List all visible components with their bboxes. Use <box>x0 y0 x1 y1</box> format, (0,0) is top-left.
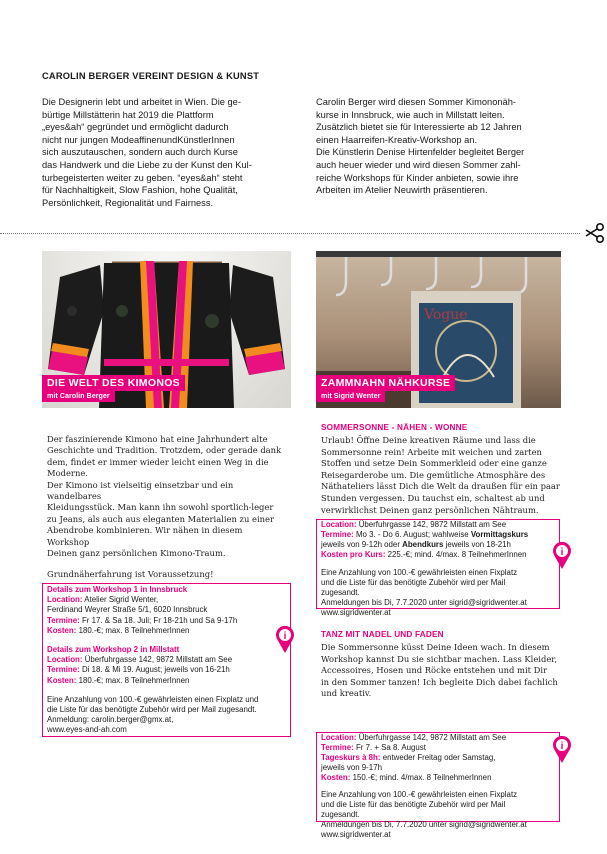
intro-right-line: Zusätzlich bietet sie für Interessierte ab 12 Jahren <box>316 122 522 133</box>
intro-left-line: nicht nur jungen ModeaffinenundKünstlerInnen <box>42 134 235 145</box>
intro-right-line: einen Haarreifen-Kreativ-Workshop an. <box>316 134 478 145</box>
kimono-workshop-details <box>47 585 287 736</box>
deposit-note: Eine Anzahlung von 100.-€ gewährleisten einen Fixplatz und <box>47 694 259 704</box>
section1-line: Stunden vergessen. Du tauchst ein, schaltest ab und <box>321 492 545 503</box>
page-title: CAROLIN BERGER VEREINT DESIGN & KUNST <box>42 71 260 81</box>
tanz-details <box>321 733 559 840</box>
value: Überfuhrgasse 142, 9872 Millstatt am See <box>356 733 507 742</box>
label: Location: <box>321 520 357 529</box>
s1-cost <box>321 550 559 560</box>
website-link[interactable]: www.eyes-and-ah.com <box>47 725 127 735</box>
value: 225.-€; mind. 4/max. 8 TeilnehmerInnen <box>385 550 527 559</box>
kimono-banner: DIE WELT DES KIMONOS <box>42 375 185 391</box>
label: Kosten: <box>47 625 77 635</box>
value: Di 18. & Mi 19. August; jeweils von 16-21h <box>79 665 230 675</box>
info-letter: i <box>560 547 564 558</box>
kimono-line: Kleidungsstück. Man kann ihn sowohl sportlich-leger <box>47 502 274 513</box>
intro-left-line: sich auszutauschen, sondern auch durch Kurse <box>42 147 238 158</box>
workshop1-title: Details zum Workshop 1 in Innsbruck <box>47 585 188 594</box>
kimono-description <box>47 434 287 581</box>
value: Überfuhrgasse 142, 9872 Millstatt am See <box>356 520 507 529</box>
section1-line: Sommersonne rein! Arbeite mit weichen und zarten <box>321 446 542 457</box>
label: Location: <box>47 655 83 665</box>
section1-text <box>321 435 561 516</box>
workshop1-dates <box>47 616 287 626</box>
intro-left-line: Die Designerin lebt und arbeitet in Wien. Die ge- <box>42 97 241 107</box>
kimono-line: dem, findet er immer wieder leicht einen Weg in die <box>47 456 269 467</box>
intro-right-line: Arbeiten im Atelier Neuwirth präsentieren. <box>316 185 488 196</box>
kimono-line: zu Jeans, als auch aus eleganten Materialien zu einer <box>47 513 275 524</box>
value: jeweils von 18-21h <box>443 540 511 549</box>
value: Atelier Sigrid Wenter, <box>82 595 159 605</box>
intro-right-line: auch heuer wieder und wird diesen Sommer zahl- <box>316 159 521 170</box>
intro-right-column <box>316 96 578 197</box>
label: Termine: <box>47 665 80 675</box>
s2-daycourse-cont: jeweils von 9-17h <box>321 763 382 772</box>
s2-cost <box>321 773 559 783</box>
section2-text <box>321 642 561 700</box>
label: Kosten: <box>321 773 351 782</box>
kimono-note: Grundnäherfahrung ist Voraussetzung! <box>47 569 214 580</box>
intro-right-line: Die Künstlerin Denise Hirtenfelder begleitet Berger <box>316 147 525 158</box>
intro-right-line: kurse in Innsbruck, wie auch in Millstatt leiten. <box>316 109 505 120</box>
intro-left-line: „eyes&ah“ gegründet und ermöglicht dadurch <box>42 122 229 133</box>
label: Location: <box>321 733 357 742</box>
s1-registration[interactable]: Anmeldungen bis Di, 7.7.2020 unter sigrid@sigridwenter.at <box>321 598 527 607</box>
intro-left-line: bürtige Millstätterin hat 2019 die Plattform <box>42 109 214 120</box>
cut-line-divider <box>0 233 580 234</box>
s2-deposit: zugesandt. <box>321 810 360 819</box>
section1-line: Stoffen und setze Dein Sommerkleid oder eine ganze <box>321 458 547 469</box>
kimono-line: Moderne. <box>47 468 88 479</box>
kimono-line: Geschichte und Tradition. Trotzdem, oder gerade dank <box>47 445 282 456</box>
workshop1-address: Ferdinand Weyrer Straße 5/1, 6020 Innsbruck <box>47 605 208 615</box>
section2-line: in den Sommer tanzen! Ich begleite Dich dabei fachlich <box>321 676 558 687</box>
registration-email[interactable]: Anmeldung: carolin.berger@gmx.at, <box>47 715 174 725</box>
value: Mo 3. - Do 6. August; wahlweise <box>353 530 471 539</box>
s1-location <box>321 520 559 530</box>
label: Termine: <box>321 743 354 752</box>
section1-line: Näthateliers lässt Dich die Welt da draußen für ein paar <box>321 481 560 492</box>
s1-dates-cont <box>321 540 559 550</box>
zammnahn-subbanner: mit Sigrid Wenter <box>316 390 385 402</box>
section1-line: Reisegarderobe um. Die gemütliche Atmosphäre des <box>321 469 546 480</box>
kimono-line: Der Kimono ist vielseitig einsetzbar und ein wandelbares <box>47 479 234 502</box>
info-pin-icon <box>551 540 573 570</box>
value-bold: Abendkurs <box>402 540 444 549</box>
section1-line: verwirklichst Deinen ganz persönlichen Nähtraum. <box>321 504 539 515</box>
value: Fr 7. + Sa 8. August <box>353 743 426 752</box>
value: jeweils von 9-12h oder <box>321 540 403 549</box>
s2-daycourse <box>321 753 559 763</box>
section2-line: Die Sommersonne küsst Deine Ideen wach. In diesem <box>321 642 550 652</box>
section2-line: und kreativ. <box>321 688 372 699</box>
intro-left-line: turbegeisterten weiter zu geben. “eyes&ah“ steht <box>42 172 243 183</box>
info-pin-icon <box>274 624 296 654</box>
s2-registration[interactable]: Anmeldungen bis Di, 7.7.2020 unter sigrid@sigridwenter.at <box>321 820 527 829</box>
label: Termine: <box>321 530 354 539</box>
info-letter: i <box>560 741 564 752</box>
scissors-icon <box>585 222 605 244</box>
sommersonne-details <box>321 520 559 618</box>
value: 180.-€; max. 8 TeilnehmerInnen <box>76 625 190 635</box>
kimono-line: Abendrobe kombinieren. Wir nähen in diesem Workshop <box>47 525 243 547</box>
section1-title: SOMMERSONNE - NÄHEN - WONNE <box>321 423 468 432</box>
value: entweder Freitag oder Samstag, <box>380 753 496 762</box>
label: Termine: <box>47 615 80 625</box>
info-letter: i <box>283 631 287 642</box>
s2-website[interactable]: www.sigridwenter.at <box>321 830 391 839</box>
kimono-line: Deinen ganz persönlichen Kimono-Traum. <box>47 548 226 559</box>
intro-left-line: für Nachhaltigkeit, Slow Fashion, hohe Qualität, <box>42 185 238 196</box>
kimono-line: Der faszinierende Kimono hat eine Jahrhundert alte <box>47 434 268 444</box>
workshop2-dates <box>47 665 287 675</box>
workshop1-cost <box>47 626 287 636</box>
label: Kosten pro Kurs: <box>321 550 386 559</box>
info-pin-icon <box>551 734 573 764</box>
value: Fr 17. & Sa 18. Juli; Fr 18-21h und Sa 9-17h <box>79 615 238 625</box>
workshop2-cost <box>47 676 287 686</box>
workshop2-location <box>47 655 287 665</box>
value-bold: Vormittagskurs <box>470 530 529 539</box>
intro-right-line: Carolin Berger wird diesen Sommer Kimononäh- <box>316 97 516 107</box>
value: 180.-€; max. 8 TeilnehmerInnen <box>76 675 190 685</box>
label: Location: <box>47 595 83 605</box>
s1-dates <box>321 530 559 540</box>
section1-line: Urlaub! Öffne Deine kreativen Räume und lass die <box>321 435 536 445</box>
workshop1-location <box>47 595 287 605</box>
section2-title: TANZ MIT NADEL UND FADEN <box>321 630 444 639</box>
section2-line: Accessoires, Hosen und Röcke entstehen und mit Dir <box>321 665 548 676</box>
label: Tageskurs à 8h: <box>321 753 381 762</box>
zammnahn-banner: ZAMMNAHN NÄHKURSE <box>316 375 455 391</box>
value: 150.-€; mind. 4/max. 8 TeilnehmerInnen <box>350 773 492 782</box>
s1-deposit: Eine Anzahlung von 100.-€ gewährleisten einen Fixplatz <box>321 568 518 577</box>
s1-deposit: und die Liste für das benötigte Zubehör wird per Mail <box>321 578 506 587</box>
intro-left-line: das Handwerk und die Liebe zu der Kunst den Kul- <box>42 159 252 170</box>
deposit-note: die Liste für das benötigte Zubehör wird per Mail zugesandt. <box>47 705 257 715</box>
intro-right-line: reiche Workshops für Kinder anbieten, sowie ihre <box>316 172 519 183</box>
intro-left-line: Persönlichkeit, Regionalität und Fairness. <box>42 197 214 208</box>
intro-left-column <box>42 96 300 209</box>
s1-deposit: zugesandt. <box>321 588 360 597</box>
value: Überfuhrgasse 142, 9872 Millstatt am See <box>82 655 233 665</box>
workshop2-title: Details zum Workshop 2 in Millstatt <box>47 645 180 655</box>
kimono-subbanner: mit Carolin Berger <box>42 390 115 402</box>
s2-dates <box>321 743 559 753</box>
s1-website[interactable]: www.sigridwenter.at <box>321 608 391 617</box>
s2-location <box>321 733 559 743</box>
section2-line: Workshop kannst Du sie sichtbar machen. Lass Kleider, <box>321 653 558 664</box>
s2-deposit: Eine Anzahlung von 100.-€ gewährleisten einen Fixplatz <box>321 790 518 799</box>
label: Kosten: <box>47 675 77 685</box>
svg-text:Vogue: Vogue <box>424 307 468 323</box>
s2-deposit: und die Liste für das benötigte Zubehör wird per Mail <box>321 800 506 809</box>
